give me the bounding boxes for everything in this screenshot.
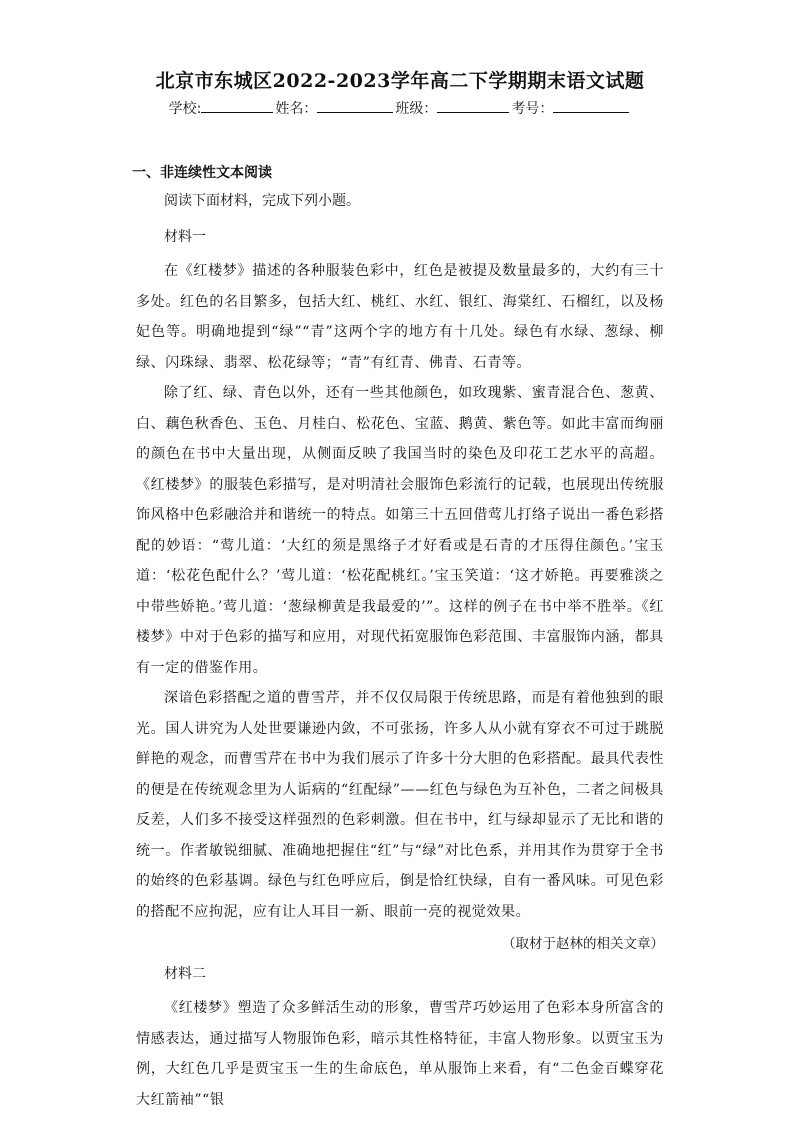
material-two-paragraph: 《红楼梦》塑造了众多鲜活生动的形象，曹雪芹巧妙运用了色彩本身所富含的情感表达，通过描写人物服饰色彩，暗示其性格特征，丰富人物形象。以贾宝玉为例，大红色几乎是贾宝玉一生的生命底色，单从服饰上来看，有“二色金百蝶穿花大红箭袖”“银: [136, 1000, 664, 1108]
exam-number-label: 考号：: [511, 101, 554, 117]
page-title: 北京市东城区2022-2023学年高二下学期期末语文试题: [155, 70, 645, 92]
section-instruction: 阅读下面材料，完成下列小题。: [164, 193, 360, 209]
name-label: 姓名：: [275, 101, 318, 117]
material-one-label: 材料一: [164, 229, 206, 245]
section-heading: 一、非连续性文本阅读: [132, 165, 272, 181]
class-label: 班级：: [395, 101, 438, 117]
student-info-line: [136, 98, 664, 120]
class-blank[interactable]: [437, 98, 509, 113]
school-blank[interactable]: [201, 98, 273, 113]
material-two-label: 材料二: [164, 966, 206, 982]
school-label: 学校:: [168, 101, 202, 117]
name-blank[interactable]: [317, 98, 393, 113]
material-one-paragraph: 在《红楼梦》描述的各种服装色彩中，红色是被提及数量最多的，大约有三十多处。红色的名目繁多，包括大红、桃红、水红、银红、海棠红、石榴红，以及杨妃色等。明确地提到“绿”“青”这两个字的地方有十几处。绿色有水绿、葱绿、柳绿、闪珠绿、翡翠、松花绿等；“青”有红青、佛青、石青等。: [136, 263, 664, 371]
material-one-paragraph: 除了红、绿、青色以外，还有一些其他颜色，如玫瑰紫、蜜青混合色、葱黄、白、藕色秋香色、玉色、月桂白、松花色、宝蓝、鹅黄、紫色等。如此丰富而绚丽的颜色在书中大量出现，从侧面反映了我国当时的染色及印花工艺水平的高超。《红楼梦》的服装色彩描写，是对明清社会服饰色彩流行的记载，也展现出传统服饰风格中色彩融洽并和谐统一的特点。如第三十五回借莺儿打络子说出一番色彩搭配的妙语：“莺儿道：‘大红的须是黑络子才好看或是石青的才压得住颜色。’宝玉道：‘松花色配什么？’莺儿道：‘松花配桃红。’宝玉笑道：‘这才娇艳。再要雅淡之中带些娇艳。’莺儿道：‘葱绿柳黄是我最爱的’”。这样的例子在书中举不胜举。《红楼梦》中对于色彩的描写和应用，对现代拓宽服饰色彩范围、丰富服饰内涵，都具有一定的借鉴作用。: [136, 385, 664, 676]
material-one-source: （取材于赵林的相关文章）: [502, 936, 664, 952]
exam-number-blank[interactable]: [553, 98, 629, 113]
material-one-paragraph: 深谙色彩搭配之道的曹雪芹，并不仅仅局限于传统思路，而是有着他独到的眼光。国人讲究为人处世要谦逊内敛，不可张扬，许多人从小就有穿衣不可过于跳脱鲜艳的观念，而曹雪芹在书中为我们展示了许多十分大胆的色彩搭配。最具代表性的便是在传统观念里为人诟病的“红配绿”——红色与绿色为互补色，二者之间极具反差，人们多不接受这样强烈的色彩刺激。但在书中，红与绿却显示了无比和谐的统一。作者敏锐细腻、准确地把握住“红”与“绿”对比色系，并用其作为贯穿于全书的始终的色彩基调。绿色与红色呼应后，倒是恰红快绿，自有一番风味。可见色彩的搭配不应拘泥，应有让人耳目一新、眼前一亮的视觉效果。: [136, 690, 664, 920]
